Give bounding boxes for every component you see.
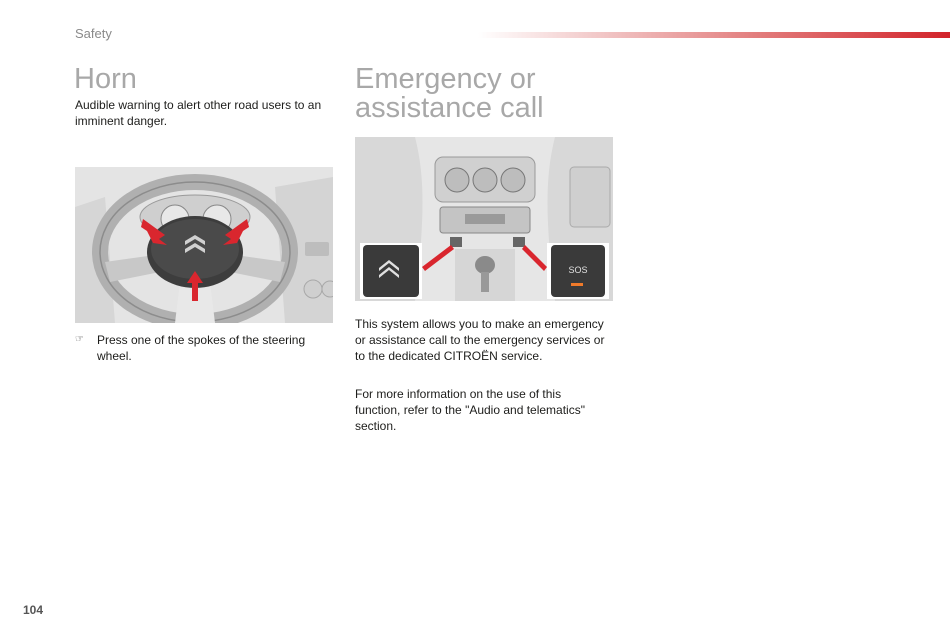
section-label: Safety <box>75 26 112 41</box>
steering-wheel-drawing <box>75 167 333 323</box>
steering-wheel-illustration <box>75 167 333 323</box>
emergency-paragraph-1: This system allows you to make an emergency or assistance call to the emergency services or to the dedicated CITROËN service. <box>355 317 605 363</box>
horn-intro: Audible warning to alert other road users to an imminent danger. <box>75 98 322 128</box>
emergency-title-line1: Emergency or <box>355 63 536 95</box>
page-number: 104 <box>23 603 44 617</box>
sos-button-label: SOS <box>568 265 588 275</box>
header-accent-bar <box>478 32 950 38</box>
horn-instruction-text: Press one of the spokes of the steering wheel. <box>97 333 306 363</box>
hand-pointer-icon: ☞ <box>75 334 84 345</box>
emergency-paragraph-2: For more information on the use of this function, refer to the "Audio and telematics" section. <box>355 387 585 433</box>
horn-title: Horn <box>74 63 137 95</box>
console-illustration <box>355 137 613 301</box>
emergency-title-line2: assistance call <box>355 92 544 124</box>
console-drawing <box>355 137 613 301</box>
